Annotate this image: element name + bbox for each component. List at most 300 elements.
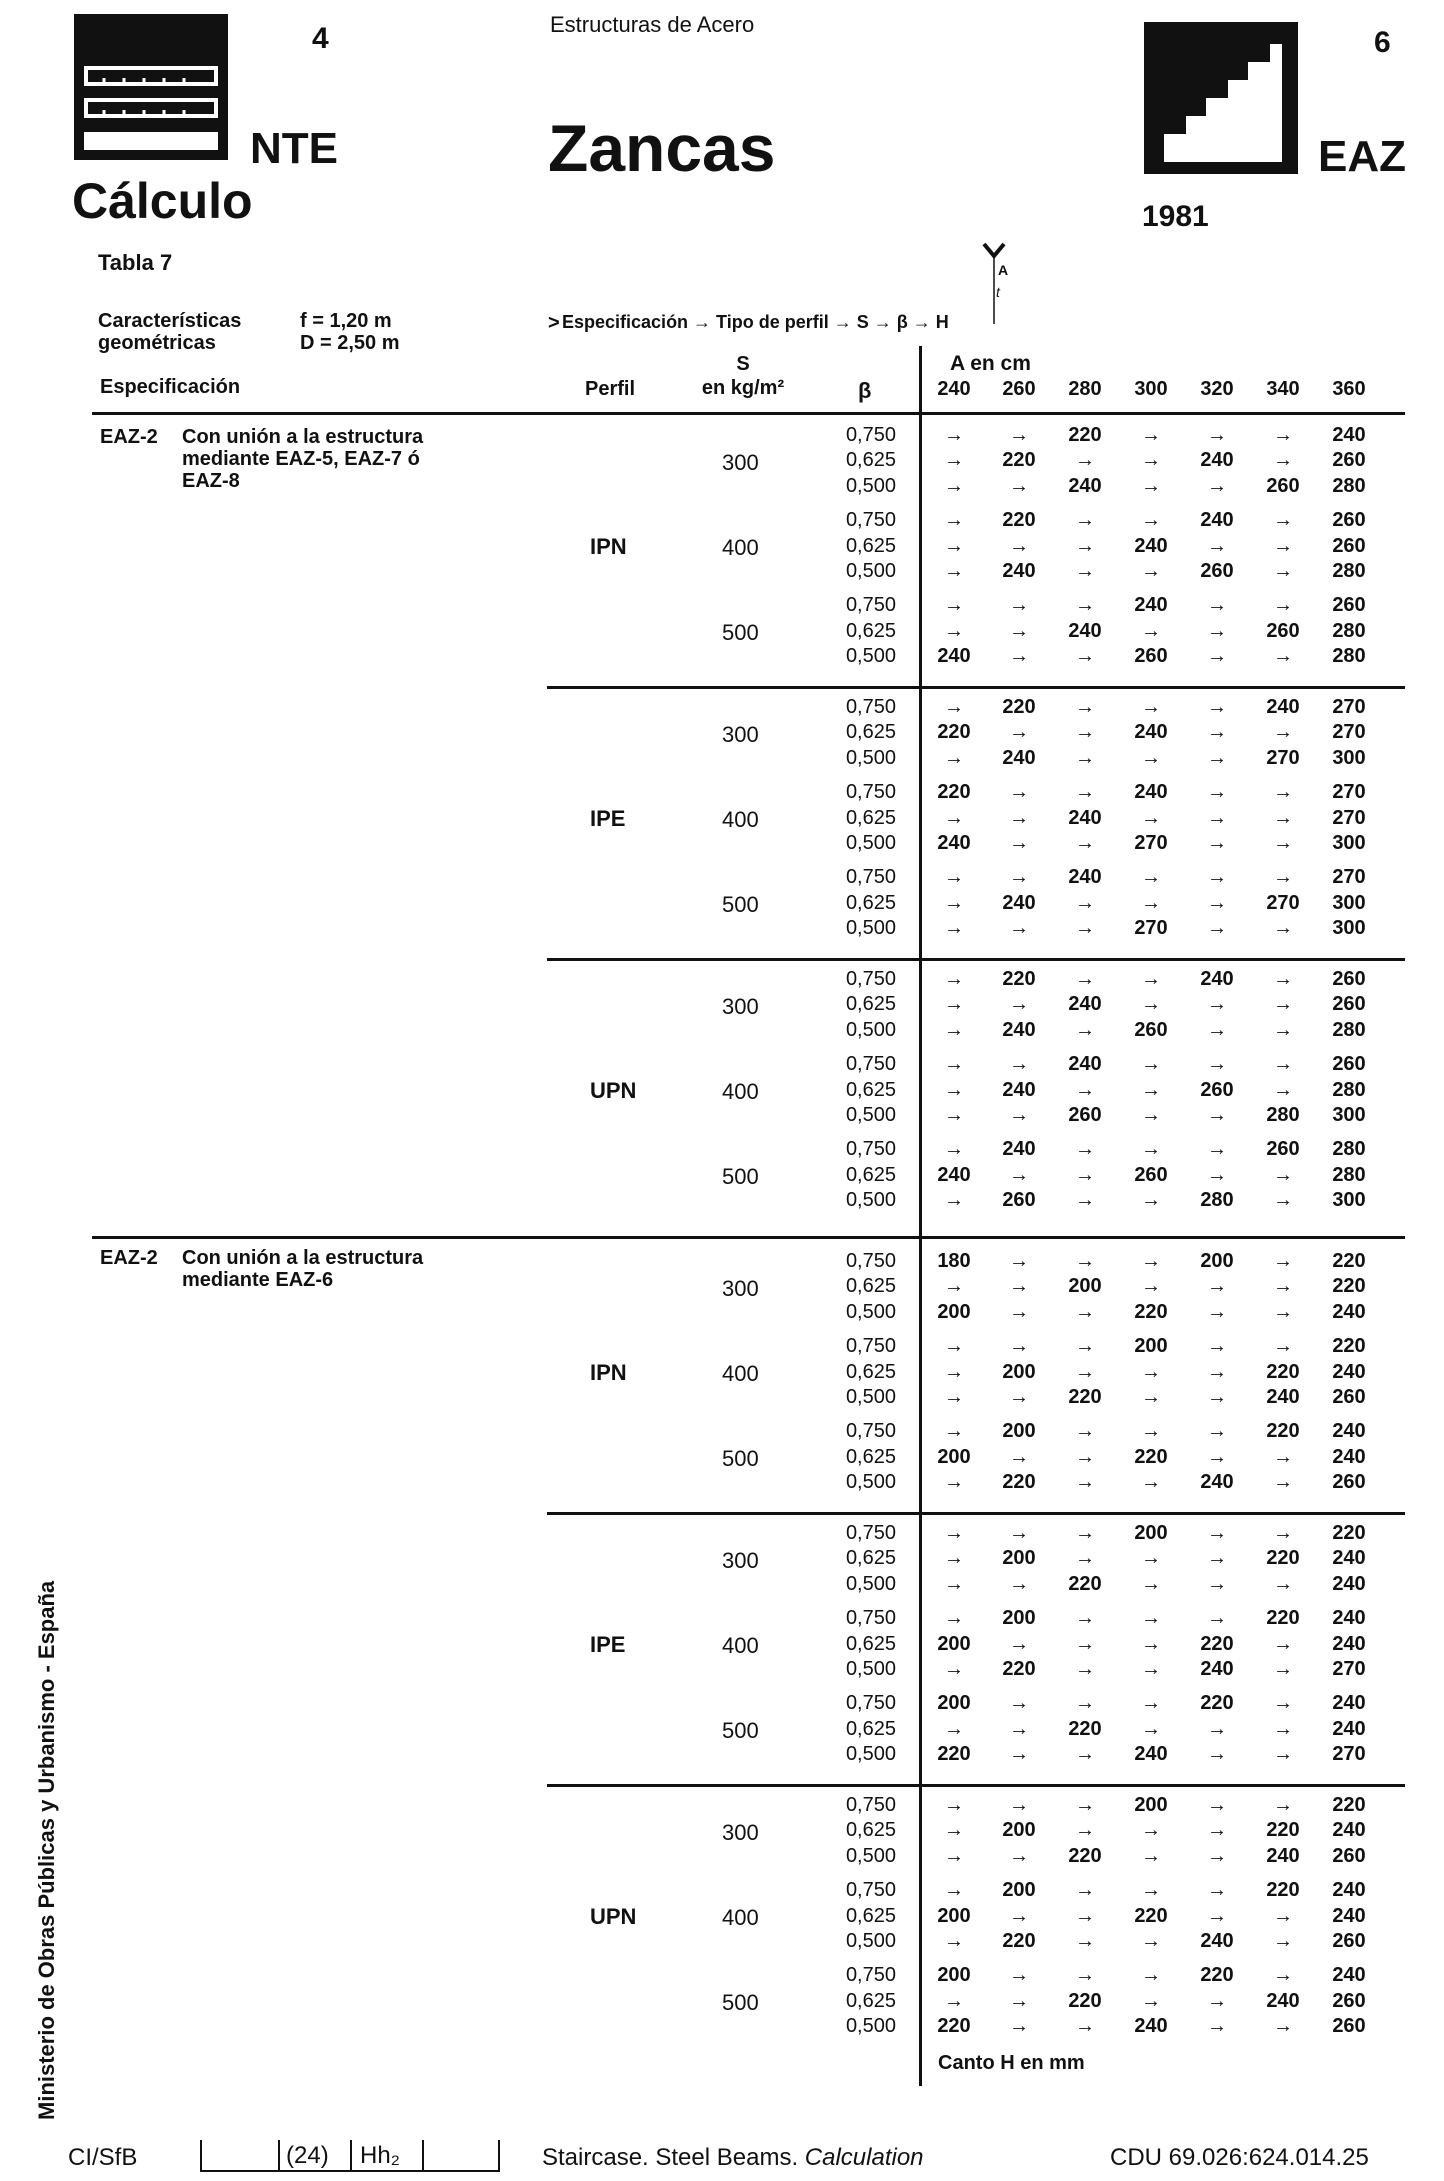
- profile-label: UPN: [590, 1904, 637, 1929]
- depth-value: 220: [937, 721, 971, 744]
- arrow-icon: →: [1273, 1250, 1293, 1272]
- table-row: [0, 1692, 1444, 1717]
- depth-value: 200: [1068, 1275, 1102, 1298]
- depth-value: 260: [1332, 509, 1366, 532]
- spec-text-2: Con unión a la estructura mediante EAZ-6: [182, 1247, 424, 1291]
- depth-value: 260: [1134, 1018, 1168, 1041]
- arrow-icon: →: [1075, 1819, 1095, 1842]
- depth-value: 260: [1134, 645, 1168, 668]
- arrow-icon: →: [1273, 968, 1293, 990]
- table-row: [0, 535, 1444, 560]
- table-row: [0, 1019, 1444, 1044]
- arrow-icon: →: [1273, 1904, 1293, 1927]
- depth-value: 280: [1332, 474, 1366, 497]
- profile-label: IPE: [590, 806, 626, 831]
- arrow-icon: →: [1273, 1471, 1293, 1494]
- arrow-icon: →: [944, 1360, 964, 1383]
- arrow-icon: →: [944, 1572, 964, 1595]
- arrow-icon: →: [1207, 1904, 1227, 1927]
- arrow-icon: →: [944, 594, 964, 617]
- arrow-icon: →: [1009, 1904, 1029, 1927]
- arrow-icon: →: [1141, 449, 1161, 472]
- arrow-icon: →: [944, 1053, 964, 1076]
- arrow-icon: →: [1009, 619, 1029, 642]
- arrow-icon: →: [1141, 1964, 1161, 1987]
- depth-value: 220: [1068, 1717, 1102, 1740]
- arrow-icon: →: [1075, 1692, 1095, 1715]
- arrow-icon: →: [1075, 968, 1095, 990]
- depth-value: 220: [937, 781, 971, 804]
- arrow-icon: →: [1141, 1250, 1161, 1272]
- arrow-icon: →: [1075, 1163, 1095, 1186]
- arrow-icon: →: [1141, 1632, 1161, 1655]
- depth-value: 220: [1134, 1300, 1168, 1323]
- arrow-icon: →: [944, 917, 964, 940]
- canto-label: Canto H en mm: [938, 2052, 1085, 2074]
- table-row: [0, 781, 1444, 806]
- beta-value: 0,500: [845, 2015, 896, 2038]
- profile-label: IPN: [590, 534, 627, 559]
- beta-value: 0,625: [845, 449, 896, 472]
- table-row: [0, 594, 1444, 619]
- arrow-icon: →: [1273, 2015, 1293, 2038]
- arrow-icon: →: [1141, 509, 1161, 532]
- beta-value: 0,500: [845, 1104, 896, 1126]
- arrow-icon: →: [1075, 1360, 1095, 1383]
- depth-value: 220: [1002, 1471, 1036, 1494]
- arrow-icon: →: [1009, 1794, 1029, 1816]
- arrow-icon: →: [944, 1420, 964, 1443]
- load-value: 400: [722, 807, 759, 833]
- depth-value: 260: [1134, 1163, 1168, 1186]
- arrow-icon: →: [1075, 509, 1095, 532]
- arrow-icon: →: [1075, 1522, 1095, 1544]
- arrow-icon: →: [1075, 696, 1095, 718]
- arrow-icon: →: [1009, 1844, 1029, 1867]
- beta-value: 0,750: [845, 1692, 896, 1715]
- depth-value: 220: [1068, 1844, 1102, 1867]
- load-value: 400: [722, 1079, 759, 1105]
- arrow-icon: →: [944, 1547, 964, 1570]
- depth-value: 220: [1266, 1607, 1300, 1630]
- depth-value: 240: [1332, 1964, 1366, 1987]
- arrow-icon: →: [1009, 1692, 1029, 1715]
- arrow-icon: →: [1207, 891, 1227, 914]
- arrow-icon: →: [1009, 1632, 1029, 1655]
- arrow-icon: →: [1075, 917, 1095, 940]
- arrow-icon: →: [1207, 1844, 1227, 1867]
- depth-value: 220: [1332, 1335, 1366, 1358]
- depth-value: 240: [1134, 1743, 1168, 1766]
- arrow-icon: →: [1273, 866, 1293, 889]
- beta-value: 0,500: [845, 1743, 896, 1766]
- arrow-icon: →: [1273, 1794, 1293, 1816]
- arrow-icon: →: [1075, 891, 1095, 914]
- depth-value: 220: [1200, 1692, 1234, 1715]
- depth-value: 240: [1134, 781, 1168, 804]
- diagram-label-t: t: [996, 284, 1000, 300]
- table-row: [0, 1104, 1444, 1129]
- arrow-icon: →: [944, 1018, 964, 1041]
- depth-value: 280: [1332, 1018, 1366, 1041]
- table-row: [0, 1658, 1444, 1683]
- depth-value: 220: [937, 1743, 971, 1766]
- arrow-icon: →: [1273, 1053, 1293, 1076]
- arrow-icon: →: [1207, 1138, 1227, 1161]
- footer-classification-box: [200, 2140, 500, 2172]
- arrow-icon: →: [1273, 534, 1293, 557]
- beta-value: 0,625: [845, 993, 896, 1016]
- beta-value: 0,500: [845, 1189, 896, 1212]
- arrow-icon: →: [1009, 1964, 1029, 1987]
- depth-value: 280: [1332, 645, 1366, 668]
- table-row: [0, 1138, 1444, 1163]
- arrow-icon: →: [1141, 1053, 1161, 1076]
- arrow-icon: →: [1207, 1445, 1227, 1468]
- flow-sequence: Especificación → Tipo de perfil → S → β → H: [562, 312, 949, 332]
- depth-value: 260: [1332, 1989, 1366, 2012]
- arrow-icon: →: [1075, 594, 1095, 617]
- arrow-icon: →: [1273, 509, 1293, 532]
- footer-box-24: (24): [286, 2142, 329, 2169]
- table-row: [0, 866, 1444, 891]
- arrow-icon: →: [1075, 1471, 1095, 1494]
- table-row: [0, 1471, 1444, 1496]
- load-value: 500: [722, 1718, 759, 1744]
- stair-diagram-icon: [980, 240, 1020, 326]
- arrow-icon: →: [1273, 1572, 1293, 1595]
- beta-value: 0,500: [845, 1572, 896, 1595]
- depth-value: 240: [1332, 1819, 1366, 1842]
- beta-value: 0,625: [845, 1547, 896, 1570]
- arrow-icon: →: [1207, 781, 1227, 804]
- depth-value: 260: [1332, 968, 1366, 990]
- arrow-icon: →: [944, 1471, 964, 1494]
- table-row: [0, 1361, 1444, 1386]
- arrow-icon: →: [1207, 424, 1227, 446]
- arrow-icon: →: [1273, 560, 1293, 582]
- depth-value: 240: [1332, 1445, 1366, 1468]
- depth-value: 270: [1266, 746, 1300, 769]
- depth-value: 260: [1266, 1138, 1300, 1161]
- table-row: [0, 1386, 1444, 1411]
- depth-value: 220: [1002, 968, 1036, 990]
- arrow-icon: →: [1207, 1989, 1227, 2012]
- beta-value: 0,625: [845, 1632, 896, 1655]
- arrow-icon: →: [1207, 1794, 1227, 1816]
- depth-value: 200: [1134, 1335, 1168, 1358]
- table-row: [0, 620, 1444, 645]
- group-rule: [547, 1784, 1405, 1787]
- arrow-icon: →: [1009, 1717, 1029, 1740]
- arrow-icon: →: [944, 1078, 964, 1101]
- arrow-icon: →: [944, 1607, 964, 1630]
- arrow-icon: →: [1207, 866, 1227, 889]
- column-header-s: S en kg/m²: [701, 353, 785, 399]
- table-row: [0, 1990, 1444, 2015]
- depth-value: 200: [1002, 1360, 1036, 1383]
- beta-value: 0,625: [845, 1163, 896, 1186]
- table-row: [0, 560, 1444, 585]
- arrow-icon: →: [1207, 1547, 1227, 1570]
- beta-value: 0,500: [845, 746, 896, 769]
- beta-value: 0,750: [845, 509, 896, 532]
- arrow-icon: →: [1273, 832, 1293, 854]
- beta-value: 0,625: [845, 721, 896, 744]
- table-row: [0, 1446, 1444, 1471]
- arrow-icon: →: [944, 1658, 964, 1680]
- arrow-icon: →: [1273, 1632, 1293, 1655]
- arrow-icon: →: [1009, 1250, 1029, 1272]
- arrow-icon: →: [1273, 917, 1293, 940]
- load-value: 300: [722, 1820, 759, 1845]
- table-row: [0, 2015, 1444, 2040]
- beta-value: 0,750: [845, 696, 896, 718]
- table-row: [0, 1743, 1444, 1768]
- arrow-icon: →: [944, 746, 964, 769]
- arrow-icon: →: [944, 891, 964, 914]
- arrow-icon: →: [1141, 619, 1161, 642]
- depth-value: 240: [1134, 721, 1168, 744]
- arrow-icon: →: [1141, 1275, 1161, 1298]
- beta-value: 0,500: [845, 645, 896, 668]
- year: 1981: [1142, 200, 1209, 233]
- arrow-icon: →: [1207, 1420, 1227, 1443]
- depth-value: 260: [1266, 474, 1300, 497]
- beta-value: 0,500: [845, 560, 896, 582]
- depth-value: 240: [1134, 534, 1168, 557]
- arrow-icon: →: [1009, 866, 1029, 889]
- arrow-icon: →: [944, 806, 964, 829]
- arrow-icon: →: [1009, 1743, 1029, 1766]
- depth-value: 280: [1332, 560, 1366, 582]
- depth-value: 240: [1002, 560, 1036, 582]
- table-row: [0, 747, 1444, 772]
- depth-value: 300: [1332, 832, 1366, 854]
- table-label: Tabla 7: [98, 250, 173, 275]
- table-row: [0, 696, 1444, 721]
- arrow-icon: →: [944, 1386, 964, 1408]
- arrow-icon: →: [1075, 1658, 1095, 1680]
- depth-value: 270: [1332, 781, 1366, 804]
- arrow-icon: →: [944, 1104, 964, 1126]
- arrow-icon: →: [1273, 806, 1293, 829]
- depth-value: 260: [1068, 1104, 1102, 1126]
- depth-value: 240: [1068, 806, 1102, 829]
- arrow-icon: →: [1141, 1819, 1161, 1842]
- depth-value: 260: [1332, 1930, 1366, 1952]
- arrow-icon: →: [1207, 534, 1227, 557]
- depth-value: 300: [1332, 917, 1366, 940]
- depth-value: 240: [1068, 619, 1102, 642]
- arrow-icon: →: [1207, 806, 1227, 829]
- arrow-icon: →: [1075, 1445, 1095, 1468]
- arrow-icon: →: [1207, 1522, 1227, 1544]
- arrow-icon: →: [1075, 1930, 1095, 1952]
- beta-value: 0,750: [845, 1879, 896, 1902]
- arrow-icon: →: [944, 1794, 964, 1816]
- table-row: [0, 1930, 1444, 1955]
- beta-value: 0,625: [845, 1819, 896, 1842]
- beta-value: 0,500: [845, 1386, 896, 1408]
- depth-value: 260: [1332, 993, 1366, 1016]
- table-row: [0, 892, 1444, 917]
- arrow-icon: →: [944, 1335, 964, 1358]
- beta-value: 0,625: [845, 534, 896, 557]
- table-row: [0, 475, 1444, 500]
- arrow-icon: →: [1207, 619, 1227, 642]
- ministry-side-text: Ministerio de Obras Públicas y Urbanismo - España: [34, 1580, 59, 2120]
- arrow-icon: →: [1273, 424, 1293, 446]
- arrow-icon: →: [1273, 721, 1293, 744]
- table-row: [0, 1250, 1444, 1275]
- table-row: [0, 449, 1444, 474]
- beta-value: 0,750: [845, 424, 896, 446]
- arrow-icon: →: [1075, 2015, 1095, 2038]
- load-value: 400: [722, 535, 759, 561]
- depth-value: 260: [1332, 2015, 1366, 2038]
- beta-value: 0,750: [845, 1053, 896, 1076]
- arrow-icon: →: [1075, 449, 1095, 472]
- table-row: [0, 1335, 1444, 1360]
- arrow-icon: →: [944, 1879, 964, 1902]
- depth-value: 200: [937, 1300, 971, 1323]
- footer-cdu: CDU 69.026:624.014.25: [1110, 2144, 1369, 2171]
- depth-value: 240: [1266, 696, 1300, 718]
- arrow-icon: →: [1075, 1250, 1095, 1272]
- profile-label: IPN: [590, 1360, 627, 1385]
- depth-value: 270: [1134, 917, 1168, 940]
- depth-value: 240: [1134, 594, 1168, 617]
- beta-value: 0,750: [845, 1420, 896, 1443]
- table-row: [0, 1794, 1444, 1819]
- arrow-icon: →: [1075, 1607, 1095, 1630]
- table-row: [0, 1275, 1444, 1300]
- arrow-icon: →: [1207, 1163, 1227, 1186]
- arrow-icon: →: [1009, 1989, 1029, 2012]
- left-page-number: 4: [312, 22, 329, 55]
- beta-value: 0,625: [845, 619, 896, 642]
- table-row: [0, 1845, 1444, 1870]
- footer-box-hh: Hh₂: [360, 2142, 400, 2169]
- arrow-icon: →: [1009, 917, 1029, 940]
- a-value-header: 280: [1068, 378, 1102, 400]
- arrow-icon: →: [1075, 746, 1095, 769]
- arrow-icon: →: [1273, 1964, 1293, 1987]
- arrow-icon: →: [944, 696, 964, 718]
- arrow-icon: →: [1207, 1743, 1227, 1766]
- arrow-icon: →: [1141, 993, 1161, 1016]
- arrow-icon: →: [1075, 1904, 1095, 1927]
- table-row: [0, 1905, 1444, 1930]
- arrow-icon: →: [1141, 1607, 1161, 1630]
- depth-value: 280: [1332, 1078, 1366, 1101]
- document-code: EAZ: [1318, 132, 1406, 181]
- table-row: [0, 1301, 1444, 1326]
- depth-value: 270: [1332, 1743, 1366, 1766]
- column-header-profile: Perfil: [585, 378, 636, 400]
- depth-value: 240: [1332, 1692, 1366, 1715]
- depth-value: 240: [1068, 474, 1102, 497]
- depth-value: 220: [937, 2015, 971, 2038]
- table-row: [0, 424, 1444, 449]
- beta-value: 0,750: [845, 1964, 896, 1987]
- header-rule: [92, 412, 1405, 415]
- depth-value: 220: [1002, 509, 1036, 532]
- arrow-icon: →: [1273, 1300, 1293, 1323]
- load-value: 300: [722, 450, 759, 475]
- page-title: Zancas: [548, 111, 776, 185]
- depth-value: 280: [1200, 1189, 1234, 1212]
- arrow-icon: →: [1075, 1138, 1095, 1161]
- arrow-icon: →: [1207, 474, 1227, 497]
- arrow-icon: →: [1207, 1104, 1227, 1126]
- arrow-icon: →: [1009, 832, 1029, 854]
- arrow-icon: →: [1207, 1053, 1227, 1076]
- arrow-icon: →: [1273, 1522, 1293, 1544]
- footer-english-title: Staircase. Steel Beams. Calculation: [542, 2144, 924, 2171]
- load-value: 400: [722, 1361, 759, 1387]
- depth-value: 200: [1134, 1522, 1168, 1544]
- beta-value: 0,750: [845, 594, 896, 617]
- depth-value: 240: [1200, 449, 1234, 472]
- depth-value: 280: [1332, 619, 1366, 642]
- arrow-icon: →: [1141, 1138, 1161, 1161]
- arrow-icon: →: [1273, 1078, 1293, 1101]
- depth-value: 240: [1266, 1989, 1300, 2012]
- load-value: 500: [722, 620, 759, 646]
- arrow-icon: →: [944, 560, 964, 582]
- arrow-icon: →: [1141, 1420, 1161, 1443]
- beta-value: 0,500: [845, 1471, 896, 1494]
- depth-value: 240: [1266, 1386, 1300, 1408]
- table-row: [0, 1879, 1444, 1904]
- arrow-icon: →: [1075, 1879, 1095, 1902]
- beta-value: 0,500: [845, 1300, 896, 1323]
- load-value: 500: [722, 892, 759, 918]
- load-value: 500: [722, 1990, 759, 2016]
- table-row: [0, 1573, 1444, 1598]
- arrow-icon: →: [1207, 1717, 1227, 1740]
- depth-value: 270: [1134, 832, 1168, 854]
- arrow-icon: →: [1009, 1445, 1029, 1468]
- beta-value: 0,750: [845, 1250, 896, 1272]
- beta-value: 0,500: [845, 1930, 896, 1952]
- arrow-icon: →: [1075, 1078, 1095, 1101]
- depth-value: 220: [1002, 449, 1036, 472]
- arrow-icon: →: [1141, 1879, 1161, 1902]
- arrow-icon: →: [1141, 474, 1161, 497]
- depth-value: 240: [1266, 1844, 1300, 1867]
- arrow-icon: →: [1273, 1717, 1293, 1740]
- arrow-icon: →: [944, 449, 964, 472]
- arrow-icon: →: [1141, 1386, 1161, 1408]
- depth-value: 220: [1332, 1275, 1366, 1298]
- depth-value: 270: [1332, 806, 1366, 829]
- arrow-icon: →: [944, 1989, 964, 2012]
- arrow-icon: →: [1009, 1163, 1029, 1186]
- beta-value: 0,500: [845, 1844, 896, 1867]
- arrow-icon: →: [1207, 1360, 1227, 1383]
- spec-code: EAZ-2: [100, 1247, 158, 1269]
- arrow-icon: →: [1207, 993, 1227, 1016]
- load-value: 300: [722, 1548, 759, 1573]
- beta-value: 0,500: [845, 917, 896, 940]
- depth-value: 260: [1200, 560, 1234, 582]
- depth-value: 220: [1266, 1879, 1300, 1902]
- arrow-icon: →: [1009, 1300, 1029, 1323]
- depth-value: 260: [1332, 594, 1366, 617]
